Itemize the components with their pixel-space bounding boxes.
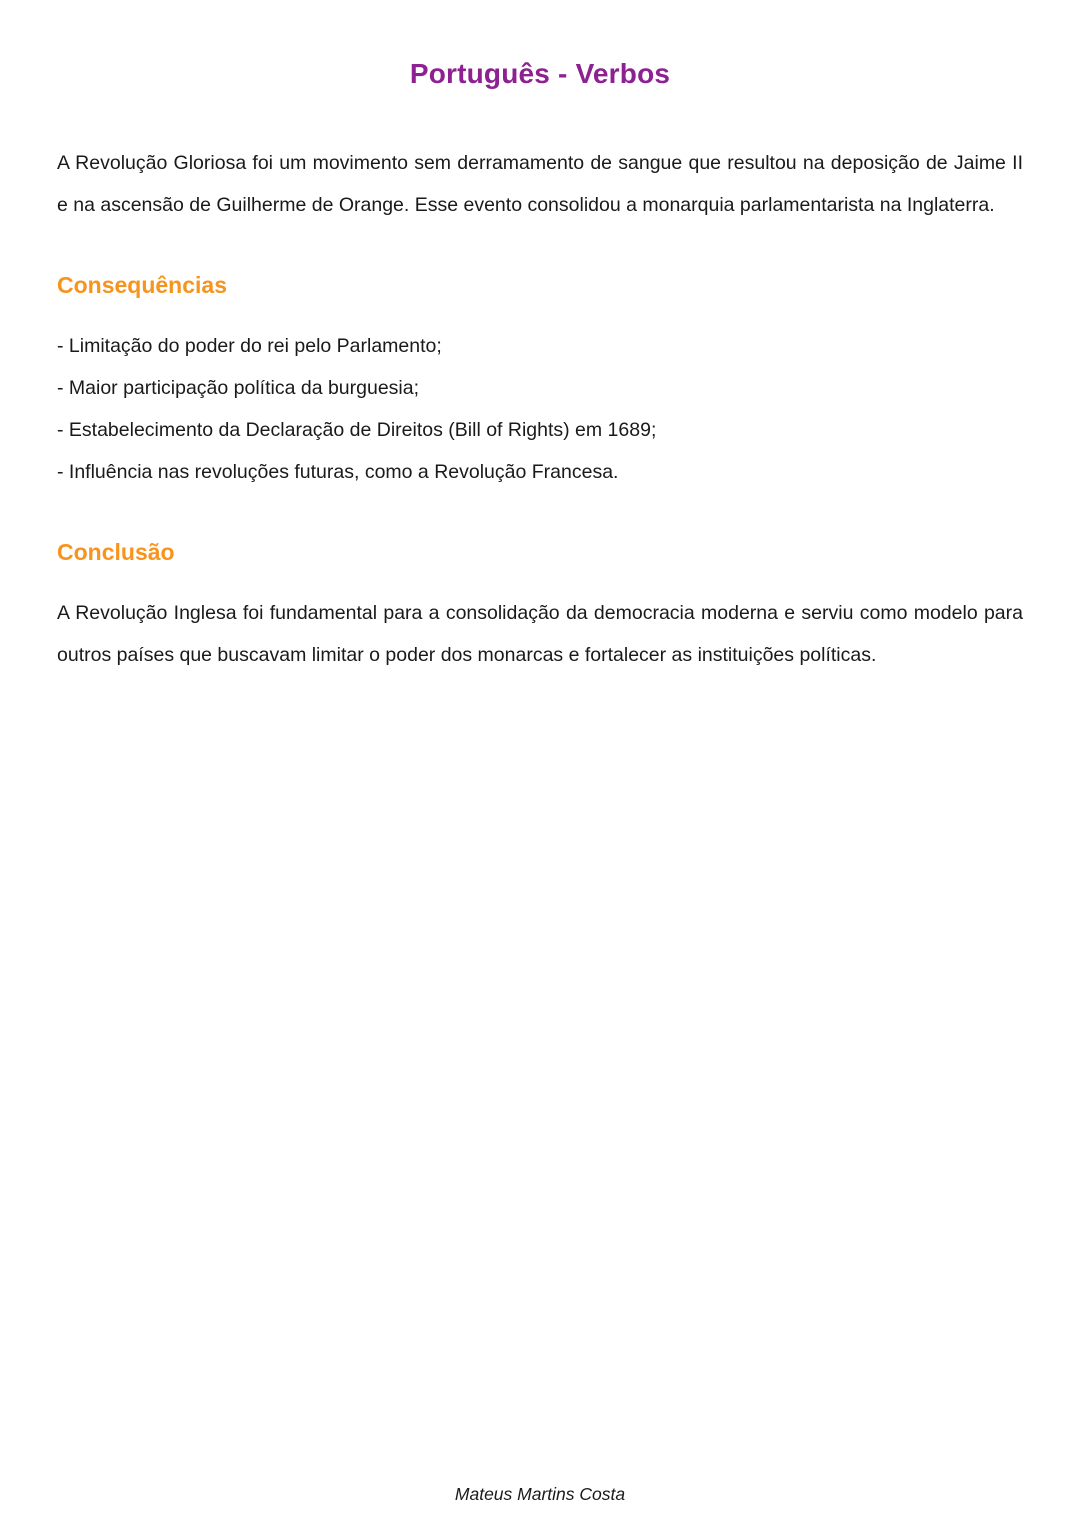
page-title: Português - Verbos (409, 58, 671, 89)
intro-paragraph: A Revolução Gloriosa foi um movimento sem derramamento de sangue que resultou na deposição de Jaime II e na ascensão de Guilherme de Orange. Esse evento consolidou a monarquia parlamentarista na Inglaterra. (57, 152, 1023, 216)
list-item: - Maior participação política da burguesia; (57, 377, 420, 399)
list-item: - Influência nas revoluções futuras, como a Revolução Francesa. (57, 461, 619, 483)
list-item: - Estabelecimento da Declaração de Direitos (Bill of Rights) em 1689; (57, 419, 657, 441)
list-item: - Limitação do poder do rei pelo Parlamento; (57, 335, 442, 357)
section-heading-consequencias: Consequências (57, 272, 227, 298)
document-content (0, 0, 1080, 676)
section-heading-conclusao: Conclusão (57, 539, 175, 565)
consequences-list (57, 325, 1023, 493)
footer-author: Mateus Martins Costa (454, 1484, 626, 1504)
conclusion-paragraph: A Revolução Inglesa foi fundamental para a consolidação da democracia moderna e serviu como modelo para outros países que buscavam limitar o poder dos monarcas e fortalecer as instituições políticas. (57, 602, 1023, 666)
